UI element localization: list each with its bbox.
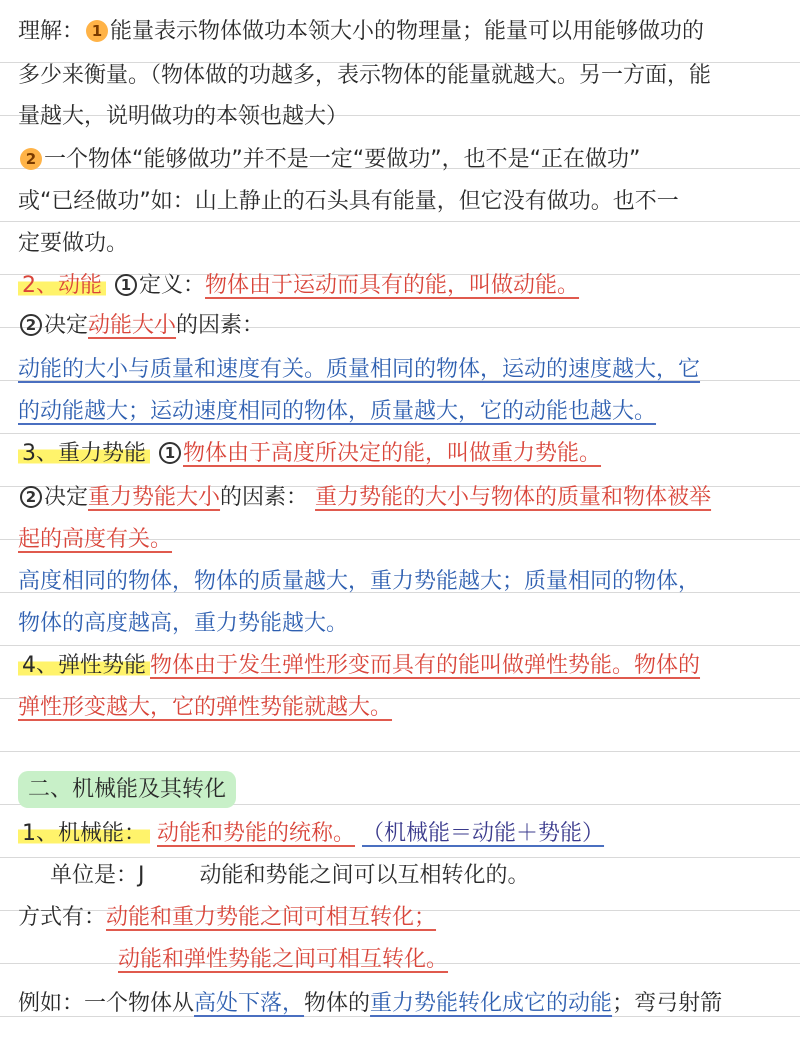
heading-kinetic-energy: 2、动能 bbox=[18, 273, 106, 298]
line-8 bbox=[18, 312, 788, 340]
text: 决定 bbox=[44, 485, 89, 510]
text: 决定 bbox=[44, 313, 89, 338]
keyword: 动能大小 bbox=[88, 313, 177, 338]
heading-gravitational-potential: 3、重力势能 bbox=[18, 441, 150, 466]
line-10: 的动能越大；运动速度相同的物体，质量越大，它的动能也越大。 bbox=[18, 399, 657, 424]
text: 物体的 bbox=[304, 991, 371, 1016]
line-22: 动能和弹性势能之间可相互转化。 bbox=[118, 947, 449, 972]
heading-mechanical-energy: 1、机械能： bbox=[18, 821, 150, 846]
definition: 物体由于发生弹性形变而具有的能叫做弹性势能。物体的 bbox=[150, 653, 701, 678]
line-3: 量越大，说明做功的本领也越大） bbox=[18, 104, 349, 129]
text: 的因素： bbox=[176, 313, 265, 338]
definition: 重力势能的大小与物体的质量和物体被举 bbox=[315, 485, 712, 510]
definition: 动能和势能的统称。 bbox=[157, 821, 356, 846]
section-heading-mechanical-energy: 二、机械能及其转化 bbox=[18, 771, 236, 808]
line-21 bbox=[18, 904, 788, 932]
conversion-method: 动能和重力势能之间可相互转化； bbox=[106, 905, 437, 930]
line-23 bbox=[18, 990, 788, 1018]
definition: 物体由于运动而具有的能，叫做动能。 bbox=[205, 273, 580, 298]
circled-number: 1 bbox=[86, 20, 108, 42]
text: 方式有： bbox=[18, 905, 107, 930]
line-13: 起的高度有关。 bbox=[18, 527, 173, 552]
text: 能量表示物体做功本领大小的物理量；能量可以用能够做功的 bbox=[110, 19, 705, 44]
formula: （机械能＝动能＋势能） bbox=[362, 821, 605, 846]
definition: 物体由于高度所决定的能，叫做重力势能。 bbox=[183, 441, 602, 466]
line-19 bbox=[18, 820, 788, 848]
text: 动能和势能之间可以互相转化的。 bbox=[199, 863, 530, 888]
unit: 单位是：J bbox=[50, 863, 145, 888]
line-20 bbox=[50, 862, 788, 890]
text: 例如：一个物体从 bbox=[18, 991, 195, 1016]
heading-elastic-potential: 4、弹性势能 bbox=[18, 653, 150, 678]
text: 理解： bbox=[18, 19, 85, 44]
line-18 bbox=[18, 776, 788, 804]
line-12 bbox=[18, 484, 788, 512]
circled-number: 2 bbox=[20, 486, 42, 508]
circled-number: 1 bbox=[115, 274, 137, 296]
text: 一个物体“能够做功”并不是一定“要做功”，也不是“正在做功” bbox=[44, 147, 641, 172]
line-14: 高度相同的物体，物体的质量越大，重力势能越大；质量相同的物体， bbox=[18, 569, 701, 594]
line-15: 物体的高度越高，重力势能越大。 bbox=[18, 611, 349, 636]
keyword: 重力势能转化成它的动能 bbox=[370, 991, 613, 1016]
text: ；弯弓射箭 bbox=[612, 991, 723, 1016]
line-17: 弹性形变越大，它的弹性势能就越大。 bbox=[18, 695, 393, 720]
circled-number: 2 bbox=[20, 148, 42, 170]
keyword: 高处下落， bbox=[194, 991, 305, 1016]
circled-number: 2 bbox=[20, 314, 42, 336]
line-4 bbox=[18, 146, 788, 174]
line-1 bbox=[18, 18, 788, 46]
line-2: 多少来衡量。（物体做的功越多，表示物体的能量就越大。另一方面，能 bbox=[18, 63, 712, 88]
keyword: 重力势能大小 bbox=[88, 485, 221, 510]
line-16 bbox=[18, 652, 788, 680]
line-11 bbox=[18, 440, 788, 468]
text: 定义： bbox=[139, 273, 206, 298]
line-7 bbox=[18, 272, 788, 300]
circled-number: 1 bbox=[159, 442, 181, 464]
line-9: 动能的大小与质量和速度有关。质量相同的物体，运动的速度越大，它 bbox=[18, 357, 701, 382]
text: 的因素： bbox=[220, 485, 309, 510]
line-6: 定要做功。 bbox=[18, 231, 129, 256]
line-5: 或“已经做功”如：山上静止的石头具有能量，但它没有做功。也不一 bbox=[18, 189, 679, 214]
